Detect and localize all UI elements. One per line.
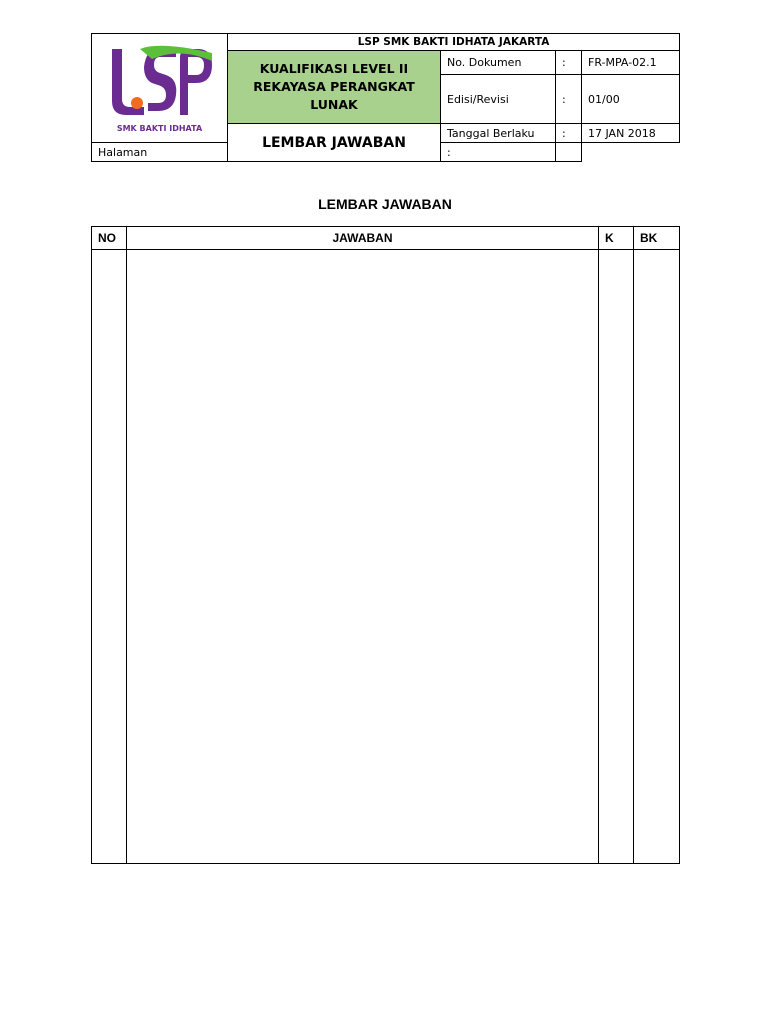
logo-cell [92, 34, 228, 143]
qualification-cell: KUALIFIKASI LEVEL II REKAYASA PERANGKAT LUNAK [228, 51, 441, 124]
field-colon: : [556, 51, 582, 75]
field-label-effective-date: Tanggal Berlaku [441, 124, 556, 143]
column-header-bk: BK [634, 227, 680, 250]
field-value-effective-date: 17 JAN 2018 [582, 124, 680, 143]
field-colon: : [556, 75, 582, 124]
document-header [91, 33, 680, 162]
organization-name: LSP SMK BAKTI IDHATA JAKARTA [228, 34, 680, 51]
field-value-edition: 01/00 [582, 75, 680, 124]
field-value-page [556, 143, 582, 162]
answer-cell-bk[interactable] [634, 250, 680, 864]
lsp-logo [100, 43, 220, 127]
answer-table [91, 226, 680, 864]
field-value-document-number: FR-MPA-02.1 [582, 51, 680, 75]
answer-cell-answer[interactable] [127, 250, 599, 864]
form-title: LEMBAR JAWABAN [318, 196, 452, 212]
field-label-document-number: No. Dokumen [441, 51, 556, 75]
answer-cell-no[interactable] [92, 250, 127, 864]
field-colon: : [556, 124, 582, 143]
svg-text:LSP: LSP [158, 87, 161, 88]
logo-caption: SMK BAKTI IDHATA [116, 124, 203, 133]
field-label-page: Halaman [92, 143, 228, 162]
field-colon: : [441, 143, 556, 162]
field-label-edition: Edisi/Revisi [441, 75, 556, 124]
column-header-k: K [599, 227, 634, 250]
column-header-answer: JAWABAN [127, 227, 599, 250]
document-title: LEMBAR JAWABAN [228, 124, 441, 162]
answer-cell-k[interactable] [599, 250, 634, 864]
column-header-no: NO [92, 227, 127, 250]
